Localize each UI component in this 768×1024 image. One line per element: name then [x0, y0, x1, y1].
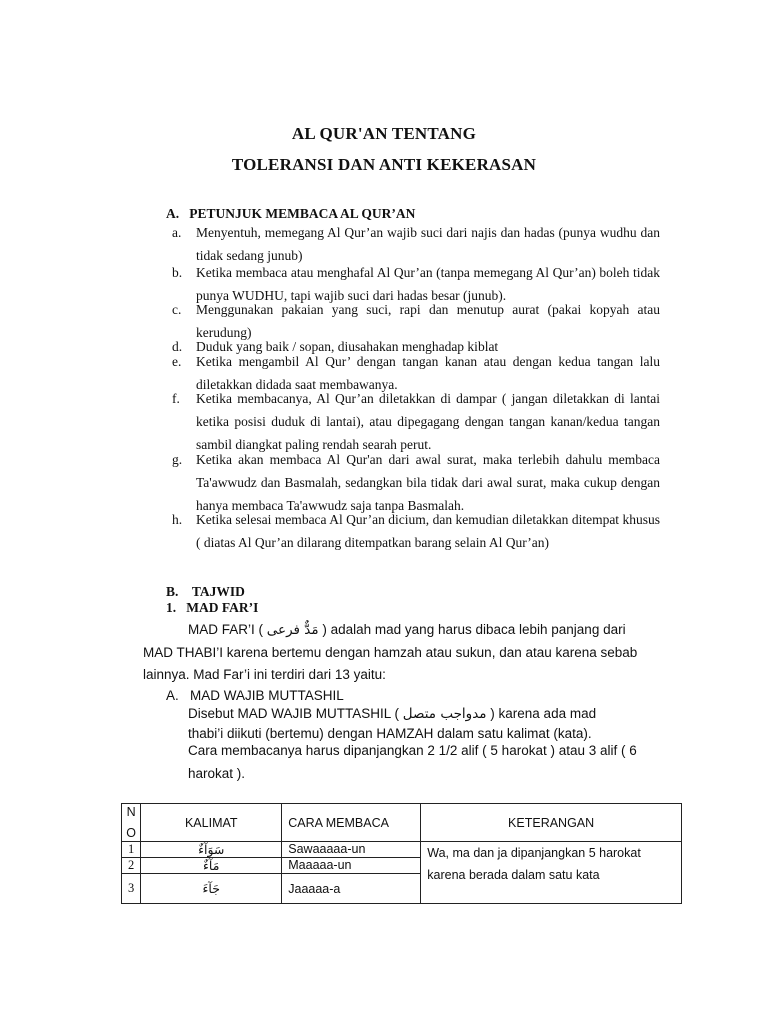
list-item-letter: f. — [172, 391, 180, 406]
header-no — [122, 804, 141, 842]
mad-wajib-line-1 — [188, 706, 596, 722]
row-cara-membaca: Maaaaa-un — [282, 858, 421, 874]
list-item-text: Ketika mengambil Al Qur’ dengan tangan kanan atau dengan kedua tangan lalu diletakkan didada saat membawanya. — [196, 354, 660, 392]
section-b-heading: B. TAJWID — [166, 584, 245, 599]
header-no-line-1: N — [126, 805, 136, 819]
row-kalimat: سَوَآءٌ — [141, 842, 282, 858]
list-item-letter: h. — [172, 512, 183, 527]
mad-fari-paragraph-line-3: lainnya. Mad Far’i ini terdiri dari 13 yaitu: — [143, 667, 386, 682]
mad-fari-text-post: ) adalah mad yang harus dibaca lebih panjang dari — [322, 622, 626, 637]
list-item-text: Ketika selesai membaca Al Qur’an dicium, dan kemudian diletakkan ditempat khusus ( diatas Al Qur’an dilarang ditempatkan barang selain Al Qur’an) — [196, 512, 660, 550]
row-cara-membaca: Jaaaaa-a — [282, 874, 421, 904]
mad-wajib-text-pre: Disebut MAD WAJIB MUTTASHIL ( — [188, 706, 400, 721]
list-item-text: Duduk yang baik / sopan, diusahakan menghadap kiblat — [196, 339, 499, 354]
table-row — [122, 842, 682, 858]
row-no: 3 — [122, 874, 141, 904]
section-a-heading: A. PETUNJUK MEMBACA AL QUR’AN — [166, 206, 416, 221]
mad-wajib-arabic: مدواجب متصل — [402, 706, 487, 722]
mad-fari-text-pre: MAD FAR’I ( — [188, 622, 264, 637]
header-keterangan: KETERANGAN — [421, 804, 682, 842]
mad-wajib-line-2: thabi’i diikuti (bertemu) dengan HAMZAH dalam satu kalimat (kata). — [188, 726, 592, 741]
list-item-letter: g. — [172, 452, 183, 467]
header-no-line-2: O — [126, 826, 136, 840]
list-item-text: Ketika membacanya, Al Qur’an diletakkan di dampar ( jangan diletakkan di lantai ketika posisi duduk di lantai), atau dipegagang dengan tangan kanan/kedua tangan sambil diangkat paling rendah searah perut. — [196, 391, 660, 452]
list-item-text: Ketika membaca atau menghafal Al Qur’an (tanpa memegang Al Qur’an) boleh tidak punya WUDHU, tapi wajib suci dari hadas besar (junub). — [196, 265, 660, 303]
mad-fari-paragraph-line-2: MAD THABI’I karena bertemu dengan hamzah atau sukun, dan atau karena sebab — [143, 645, 638, 660]
list-item-letter: c. — [172, 302, 182, 317]
mad-fari-paragraph-line-1 — [188, 622, 626, 638]
mad-wajib-text-post: ) karena ada mad — [490, 706, 597, 721]
title-line-2: TOLERANSI DAN ANTI KEKERASAN — [231, 155, 537, 174]
title-line-1: AL QUR'AN TENTANG — [291, 124, 477, 143]
mad-fari-heading: 1. MAD FAR’I — [166, 600, 259, 615]
row-keterangan: Wa, ma dan ja dipanjangkan 5 harokat karena berada dalam satu kata — [421, 842, 682, 904]
mad-fari-arabic: مَدٌّ فرعى — [266, 622, 319, 638]
list-item-letter: a. — [172, 225, 182, 240]
list-item-letter: d. — [172, 339, 183, 354]
list-item-text: Ketika akan membaca Al Qur'an dari awal surat, maka terlebih dahulu membaca Ta'awwudz dan Basmalah, sedangkan bila tidak dari awal surat, maka cukup dengan hanya membaca Ta'awwudz saja tanpa Basmalah. — [196, 452, 660, 513]
list-item-letter: b. — [172, 265, 183, 280]
row-kalimat: جَآءَ — [141, 874, 282, 904]
header-kalimat: KALIMAT — [141, 804, 282, 842]
row-no: 1 — [122, 842, 141, 858]
list-item-text: Menggunakan pakaian yang suci, rapi dan menutup aurat (pakai kopyah atau kerudung) — [196, 302, 660, 340]
mad-wajib-line-4: harokat ). — [188, 766, 246, 781]
mad-wajib-table — [121, 803, 682, 904]
row-no: 2 — [122, 858, 141, 874]
header-cara-membaca: CARA MEMBACA — [282, 804, 421, 842]
mad-wajib-line-3: Cara membacanya harus dipanjangkan 2 1/2 alif ( 5 harokat ) atau 3 alif ( 6 — [188, 743, 637, 758]
row-cara-membaca: Sawaaaaa-un — [282, 842, 421, 858]
row-kalimat: مَآءٌ — [141, 858, 282, 874]
list-item-letter: e. — [172, 354, 182, 369]
list-item-text: Menyentuh, memegang Al Qur’an wajib suci dari najis dan hadas (punya wudhu dan tidak sedang junub) — [196, 225, 660, 263]
table-header-row — [122, 804, 682, 842]
mad-wajib-heading: A. MAD WAJIB MUTTASHIL — [166, 688, 344, 703]
